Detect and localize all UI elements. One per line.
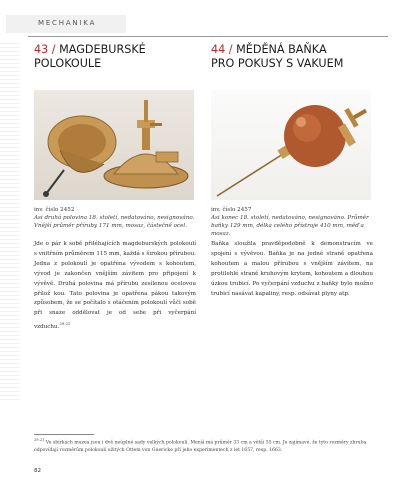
photo-magdeburg-hemispheres [34,90,194,200]
inventory-number: inv. číslo 2452 [34,207,75,213]
title-line-2: PRO POKUSY S VAKUEM [211,57,344,70]
paragraph: Baňka sloužila pravděpodobně k demonstracím ve spojení s vývěvou. Baňka je na jedné straně opatřena kohoutem a malou přírubou s vnějším závitem, na protilehlé straně kruhovým krytem, kohoutem a dlouhou úzkou trubicí. Po vyčerpání vzduchu z baňky bylo možno trubicí nasávat kapaliny, resp. odsávat plyny atp. [211,241,373,297]
footnote-reference: 29.21 [59,321,71,327]
photo-copper-vacuum-flask [211,90,371,200]
page-number: 82 [34,468,41,474]
section-tag [6,15,126,33]
caption-right [211,206,381,238]
article-number: 44 / [211,43,233,56]
inventory-number: inv. číslo 2457 [211,207,252,213]
caption-left [34,206,204,230]
article-number: 43 / [34,43,56,56]
header-rule [28,36,388,37]
footnote [34,437,374,454]
paragraph: Jde o pár k sobě přiléhajících magdeburských polokoulí s vnitřním průměrem 115 mm, každá s širokou přírubou. Jedna z polokoulí je opatřena vývodem s kohoutem, vývod je zakončen vnějším závitem pro připojení k vývěvě. Druhá polovina má přírubu zesílenou ocelovou přílož kou. Tato polovina je opatřena pákou takovým způsobem, že se počítalo s otáčením polokoulí vůči sobě při snaze oddělovat je od sebe při vyčerpání vzduchu. [34,241,196,331]
footnote-text: Ve sbírkách muzea jsou i dvě neúplné sady velkých polokoulí. Menší má průměr 33 cm a větší 55 cm. Je zajímavé, že tyto rozměry zhruba odpovídají rozměrům polokoulí užitých Ottem von Guericke při jeho experimentech z let 1657, resp. 1663. [34,440,367,453]
caption-text: Asi druhá polovina 18. století, nedatováno, nesignováno. Vnější průměr příruby 171 mm, mosaz, částečně ocel. [34,215,195,229]
article-title-left [34,43,204,71]
title-line-2: POLOKOULE [34,57,102,70]
body-text-left [34,240,196,333]
title-line-1: MĚDĚNÁ BAŇKA [232,43,327,56]
margin-texture [0,40,20,400]
title-line-1: MAGDEBURSKÉ [55,43,146,56]
caption-text: Asi konec 18. století, nedatováno, nesignováno. Průměr baňky 129 mm, délka celého přístroje 410 mm, měď a mosaz. [211,215,369,237]
section-title: MECHANIKA [38,19,97,27]
footnote-mark: 29.21 [34,438,45,442]
article-title-right [211,43,401,71]
footnote-rule [34,434,94,435]
body-text-right [211,240,373,299]
